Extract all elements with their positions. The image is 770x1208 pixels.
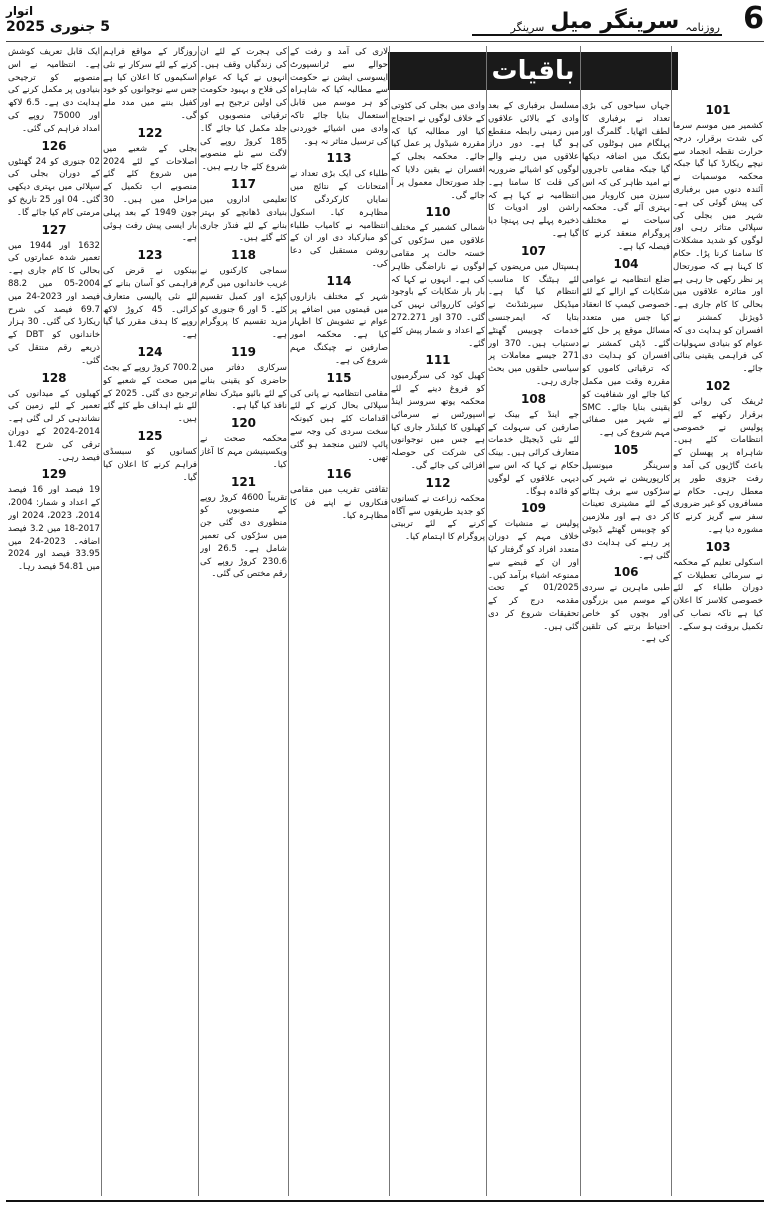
article-text: سماجی کارکنوں نے غریب خاندانوں میں گرم کپڑے اور کمبل تقسیم کئے۔ 5 اور 6 جنوری کو مزید تقسیم کا پروگرام ہے۔ [200, 266, 287, 341]
article-number: 108 [520, 391, 547, 406]
article-text: 1632 اور 1944 میں تعمیر شدہ عمارتوں کی بحالی کا کام جاری ہے۔ 2004-05 میں 88.2 فیصد اور 2023-24 میں 69.7 فیصد کی شرح ریکارڈ کی گئی۔ 30 ہزار خاندانوں کو DBT کے ذریعے رقم منتقل کی گئی۔ [8, 240, 100, 366]
article-text: اسکولی تعلیم کے محکمہ نے سرمائی تعطیلات کے دوران طلباء کے لئے خصوصی کلاسز کا اعلان کیا ہے تاکہ نصاب کی تکمیل بروقت ہو سکے۔ [673, 557, 763, 632]
article-number: 103 [705, 539, 731, 554]
article-text: محکمہ صحت نے ویکسینیشن مہم کا آغاز کیا۔ [200, 434, 287, 470]
article-number: 128 [41, 370, 67, 385]
column-rule [198, 46, 199, 1196]
article-text: کشمیر میں موسم سرما کی شدت برقرار، درجہ حرارت نقطہ انجماد سے نیچے ریکارڈ کیا گیا جبکہ محکمہ موسمیات نے آئندہ دنوں میں برفباری کی پیش گوئی کی ہے۔ شہر میں بجلی کی سپلائی متاثر رہی اور لوگوں کو شدید مشکلات کا سامنا کرنا پڑا۔ حکام کا کہنا ہے کہ صورتحال پر نظر رکھی جا رہی ہے اور متاثرہ علاقوں میں بحالی کا کام جاری ہے۔ ڈویژنل کمشنر نے افسران کو ہدایت دی کہ عوام کو بنیادی سہولیات کی فراہمی یقینی بنائی جائے۔ [673, 121, 763, 375]
masthead-underline [472, 34, 722, 36]
article-number: 126 [41, 138, 67, 153]
article-number: 123 [137, 248, 163, 263]
article-number: 111 [425, 353, 451, 368]
column-rule [671, 46, 672, 1196]
column-8 [8, 46, 100, 1196]
date-block [6, 4, 116, 38]
article-text: سرینگر میونسپل کارپوریشن نے شہر کی سڑکوں سے برف ہٹانے کے لئے مشینری تعینات کر دی ہے اور ملازمین کو چوبیس گھنٹے ڈیوٹی پر رہنے کی ہدایت دی گئی ہے۔ [582, 460, 670, 561]
article-number: 121 [230, 474, 257, 489]
article-text: پولیس نے منشیات کے خلاف مہم کے دوران متعدد افراد کو گرفتار کیا اور ان کے قبضے سے ممنوعہ اشیاء برآمد کیں۔ 01/2025 کے تحت مقدمہ درج کر کے تحقیقات شروع کر دی گئی ہیں۔ [488, 519, 579, 632]
article-number: 102 [705, 378, 731, 393]
article-number: 115 [326, 370, 352, 385]
article-number: 118 [230, 248, 257, 263]
article-number: 124 [137, 344, 163, 359]
article-number: 122 [137, 125, 163, 140]
page-header [0, 0, 770, 40]
article-text: مقامی انتظامیہ نے پانی کی سپلائی بحال کرنے کے لئے اقدامات کئے ہیں کیونکہ سخت سردی کی وجہ سے پائپ لائنیں منجمد ہو گئی تھیں۔ [290, 388, 388, 463]
column-2 [582, 100, 670, 1195]
article-text: مسلسل برفباری کے بعد وادی کے بالائی علاقوں میں زمینی رابطہ منقطع ہو گیا ہے۔ دور دراز علاقوں میں رہنے والے لوگوں کو اشیائے ضروریہ کی قلت کا سامنا ہے۔ انتظامیہ نے کہا ہے کہ راشن اور ادویات کا ذخیرہ پہلے ہی پہنچا دیا گیا ہے۔ [488, 101, 579, 239]
article-number: 109 [520, 501, 547, 516]
masthead-daily-label: روزنامہ [685, 21, 720, 34]
article-text: جے اینڈ کے بینک نے صارفین کی سہولت کے لئے نئی ڈیجیٹل خدمات متعارف کرائی ہیں۔ بینک حکام نے کہا کہ اس سے دیہی علاقوں کے لوگوں کو فائدہ ہوگا۔ [488, 409, 579, 497]
article-text: ضلع انتظامیہ نے عوامی شکایات کے ازالے کے لئے خصوصی کیمپ کا انعقاد کیا جس میں متعدد مسائل موقع پر حل کئے گئے۔ ڈپٹی کمشنر نے افسران کو ہدایت دی کہ ترقیاتی کاموں کو مقررہ وقت میں مکمل کیا جائے اور شفافیت کو یقینی بنایا جائے۔ SMC نے شہر میں صفائی مہم شروع کی ہے۔ [582, 274, 670, 439]
article-text: بینکوں نے قرض کی فراہمی کو آسان بنانے کے لئے نئی پالیسی متعارف کرائی۔ 45 کروڑ لاکھ روپے کا ہدف مقرر کیا گیا ہے۔ [103, 266, 197, 341]
article-text: 700.2 کروڑ روپے کے بجٹ میں صحت کے شعبے کو ترجیح دی گئی۔ 2025 کے لئے نئے اہداف طے کئے گئے ہیں۔ [103, 362, 197, 425]
article-text: کھیل کود کی سرگرمیوں کو فروغ دینے کے لئے محکمہ یوتھ سروسز اینڈ اسپورٹس نے سرمائی کھیلوں کا کیلنڈر جاری کیا ہے جس میں نوجوانوں کی شرکت کی حوصلہ افزائی کی جائے گی۔ [391, 371, 485, 471]
column-rule [288, 46, 289, 1196]
article-number: 127 [41, 222, 67, 237]
date-label: 5 جنوری 2025 [6, 19, 110, 35]
masthead-city: سرینگر [510, 21, 545, 34]
article-text: شہر کے مختلف بازاروں میں قیمتوں میں اضافے پر عوام نے تشویش کا اظہار کیا ہے۔ محکمہ امور صارفین نے چیکنگ مہم شروع کی ہے۔ [290, 291, 388, 366]
article-text: ٹریفک کی روانی کو برقرار رکھنے کے لئے پولیس نے خصوصی انتظامات کئے ہیں۔ شاہراہ پر پھسلن کے باعث گاڑیوں کی آمد و رفت جزوی طور پر معطل رہی۔ حکام نے مسافروں کو غیر ضروری سفر سے گریز کرنے کا مشورہ دیا ہے۔ [673, 396, 763, 535]
article-text: کی ہجرت کے لئے ان کی زندگیاں وقف ہیں۔ انہوں نے کہا کہ عوام کی فلاح و بہبود حکومت کی اولین ترجیح ہے اور ترقیاتی منصوبوں کو جلد مکمل کیا جائے گا۔ 185 کروڑ روپے کی لاگت سے نئے منصوبے شروع کئے جا رہے ہیں۔ [200, 47, 287, 173]
column-rule [389, 46, 390, 1196]
column-1 [673, 100, 763, 1195]
article-number: 120 [230, 416, 257, 431]
footer-divider [6, 1200, 764, 1202]
article-text: کسانوں کو سبسڈی فراہم کرنے کا اعلان کیا گیا۔ [103, 446, 197, 483]
section-banner [388, 52, 678, 90]
article-number: 129 [41, 467, 67, 482]
column-5 [290, 46, 388, 1196]
article-number: 106 [613, 565, 639, 580]
column-rule [486, 46, 487, 1196]
article-number: 125 [137, 428, 163, 443]
masthead-name: سرینگر میل [550, 9, 680, 34]
article-text: لاری کی آمد و رفت کے حوالے سے ٹرانسپورٹ ایسوسی ایشن نے حکومت سے مطالبہ کیا کہ شاہراہ کو ہر موسم میں قابل استعمال بنایا جائے تاکہ وادی میں اشیائے خوردنی کی ترسیل متاثر نہ ہو۔ [290, 47, 388, 147]
article-text: روزگار کے مواقع فراہم کرنے کے لئے سرکار نے نئی اسکیموں کا اعلان کیا ہے جس سے نوجوانوں کو خود کفیل بننے میں مدد ملے گی۔ [103, 47, 197, 121]
article-number: 117 [230, 176, 257, 191]
article-number: 112 [425, 475, 451, 490]
article-number: 110 [425, 205, 451, 220]
article-text: ایک قابل تعریف کوشش ہے۔ انتظامیہ نے اس منصوبے کو ترجیحی بنیادوں پر مکمل کرنے کی ہدایت دی ہے۔ 6.5 لاکھ اور 75000 روپے کی امداد فراہم کی گئی۔ [8, 47, 100, 134]
article-number: 113 [326, 151, 352, 166]
article-number: 107 [520, 243, 547, 258]
column-3 [488, 100, 579, 1195]
column-4 [391, 100, 485, 1195]
article-number: 116 [326, 467, 352, 482]
article-text: جہاں سیاحوں کی بڑی تعداد نے برفباری کا لطف اٹھایا۔ گلمرگ اور پہلگام میں ہوٹلوں کی بکنگ میں اضافہ دیکھا گیا جبکہ مقامی تاجروں نے امید ظاہر کی کہ اس سیزن میں کاروبار میں بہتری آئے گی۔ محکمہ سیاحت نے مختلف پروگرام منعقد کرنے کا فیصلہ کیا ہے۔ [582, 101, 670, 252]
column-7 [103, 46, 197, 1196]
article-text: محکمہ زراعت نے کسانوں کو جدید طریقوں سے آگاہ کرنے کے لئے تربیتی پروگرام کا اہتمام کیا۔ [391, 493, 485, 543]
article-text: طلباء کی ایک بڑی تعداد نے امتحانات کے نتائج میں نمایاں کارکردگی کا مظاہرہ کیا۔ اسکول انتظامیہ نے کامیاب طلباء کو مبارکباد دی اور ان کے روشن مستقبل کی دعا کی۔ [290, 169, 388, 269]
header-divider [6, 41, 764, 42]
article-text: شمالی کشمیر کے مختلف علاقوں میں سڑکوں کی خستہ حالت پر مقامی لوگوں نے ناراضگی ظاہر کی ہے۔ انہوں نے کہا کہ بار بار شکایات کے باوجود کوئی کارروائی نہیں کی گئی۔ 370 اور 272.271 کے اعداد و شمار پیش کئے گئے۔ [391, 223, 485, 349]
article-number: 114 [326, 273, 352, 288]
column-rule [101, 46, 102, 1196]
article-text: بجلی کے شعبے میں اصلاحات کے لئے 2024 میں شروع کئے گئے منصوبے اب تکمیل کے مراحل میں ہیں۔ 30 جون 1949 کے بعد پہلی بار ایسی پیش رفت ہوئی ہے۔ [103, 143, 197, 244]
masthead [511, 8, 720, 34]
article-number: 119 [230, 344, 257, 359]
article-text: طبی ماہرین نے سردی کے موسم میں بزرگوں اور بچوں کو خاص احتیاط برتنے کی تلقین کی ہے۔ [582, 583, 670, 645]
section-title: باقیات [491, 56, 575, 86]
column-6 [200, 46, 287, 1196]
article-text: 19 فیصد اور 16 فیصد کے اعداد و شمار: 2004، 2014، 2023، 2024 اور 2017-18 میں 3.2 فیصد اضافہ۔ 2023-24 میں 33.95 فیصد اور 2024 میں 54.81 فیصد رہا۔ [8, 485, 100, 573]
page-number: 6 [743, 1, 764, 36]
article-number: 104 [613, 256, 639, 271]
article-number: 101 [705, 103, 731, 117]
article-number: 105 [613, 442, 639, 457]
column-rule [580, 46, 581, 1196]
article-text: ثقافتی تقریب میں مقامی فنکاروں نے اپنے فن کا مظاہرہ کیا۔ [290, 485, 388, 521]
article-text: ہسپتال میں مریضوں کے لئے ہیٹنگ کا مناسب انتظام کیا گیا ہے۔ میڈیکل سپرنٹنڈنٹ نے بتایا کہ ایمرجنسی خدمات چوبیس گھنٹے دستیاب ہیں۔ 370 اور 271 جیسے معاملات پر سیاسی حلقوں میں بحث جاری رہی۔ [488, 261, 579, 387]
article-text: کھیلوں کے میدانوں کی تعمیر کے لئے زمین کی نشاندہی کر لی گئی ہے۔ 2014-2024 کے دوران ترقی کی شرح 1.42 فیصد رہی۔ [8, 388, 100, 463]
day-label: اتوار [6, 4, 34, 18]
article-text: وادی میں بجلی کی کٹوتی کے خلاف لوگوں نے احتجاج کیا اور مطالبہ کیا کہ مقررہ شیڈول پر عمل کیا جائے۔ محکمہ بجلی کے افسران نے یقین دلایا کہ جلد صورتحال معمول پر آ جائے گی۔ [391, 101, 485, 201]
article-text: 02 جنوری کو 24 گھنٹوں کے دوران بجلی کی سپلائی میں بہتری دیکھی گئی۔ 04 اور 25 تاریخ کو مرمتی کام کیا جائے گا۔ [8, 156, 100, 218]
article-text: تقریباً 4600 کروڑ روپے کے منصوبوں کو منظوری دی گئی جن میں سڑکوں کی تعمیر شامل ہے۔ 26.5 اور 230.6 کروڑ روپے کی رقم مختص کی گئی۔ [200, 492, 287, 580]
article-text: تعلیمی اداروں میں بنیادی ڈھانچے کو بہتر بنانے کے لئے فنڈز جاری کئے گئے ہیں۔ [200, 194, 287, 244]
article-text: سرکاری دفاتر میں حاضری کو یقینی بنانے کے لئے بائیو میٹرک نظام نافذ کیا گیا ہے۔ [200, 362, 287, 412]
